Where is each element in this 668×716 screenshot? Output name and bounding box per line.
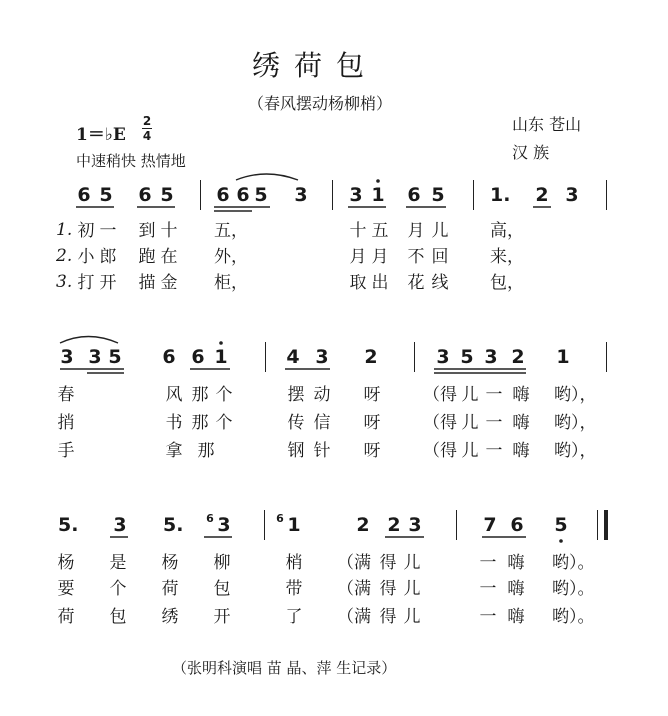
lyric-syllable: 跑	[138, 247, 156, 267]
note: 6	[407, 184, 421, 206]
lyric-syllable: 一	[479, 607, 497, 627]
note: 2	[511, 346, 525, 368]
note: 3	[408, 514, 422, 536]
lyric-syllable: 摆	[287, 385, 305, 405]
lyric-syllable: 那	[191, 413, 209, 433]
lyric-syllable: 呀	[363, 385, 381, 405]
lyric-syllable: 初	[77, 221, 95, 241]
note: 5	[99, 184, 113, 206]
lyric-syllable: 月	[371, 247, 389, 267]
lyric-syllable: 月	[407, 221, 425, 241]
lyric-syllable: 嗨	[512, 385, 530, 405]
lyric-syllable: 在	[160, 247, 178, 267]
lyric-syllable: 哟）。	[552, 579, 595, 599]
note: 2	[387, 514, 401, 536]
lyric-syllable: 动	[313, 385, 331, 405]
lyric-syllable: 哟），	[554, 413, 597, 433]
lyric-syllable: 开	[99, 273, 117, 293]
lyric-syllable: 了	[285, 607, 303, 627]
verse-number: 2.	[56, 246, 73, 266]
lyric-syllable: 嗨	[507, 553, 525, 573]
lyric-syllable: 传	[287, 413, 305, 433]
note: 6	[276, 512, 284, 525]
lyric-syllable: 书	[165, 413, 183, 433]
verse-number: 1.	[56, 220, 73, 240]
lyric-syllable: 回	[431, 247, 449, 267]
lyric-syllable: 捎	[57, 413, 75, 433]
lyric-syllable: 钢	[287, 441, 305, 461]
lyric-syllable: 得	[379, 579, 397, 599]
note: 2	[364, 346, 378, 368]
lyric-syllable: 杨	[161, 553, 179, 573]
lyric-syllable: 得	[379, 553, 397, 573]
lyric-syllable: 金	[160, 273, 178, 293]
lyric-syllable: 针	[313, 441, 331, 461]
time-signature-top: 2	[142, 114, 152, 128]
lyric-syllable: 呀	[363, 441, 381, 461]
song-title: 绣荷包	[252, 49, 379, 82]
lyric-syllable: 呀	[363, 413, 381, 433]
note: 6	[236, 184, 250, 206]
lyric-syllable: 柳	[213, 553, 231, 573]
lyric-syllable: 风	[165, 385, 183, 405]
lyric-syllable: 儿	[403, 579, 421, 599]
lyric-syllable: 得	[379, 607, 397, 627]
lyric-syllable: 月	[349, 247, 367, 267]
lyric-syllable: 儿	[461, 385, 479, 405]
lyric-syllable: 嗨	[512, 413, 530, 433]
lyric-syllable: 不	[407, 247, 425, 267]
lyric-syllable: 五，	[214, 221, 248, 241]
lyric-syllable: 儿	[431, 221, 449, 241]
key-signature: 1＝♭E	[76, 125, 126, 145]
lyric-syllable: 儿	[403, 553, 421, 573]
lyric-syllable: 一	[485, 413, 503, 433]
note: 6	[191, 346, 205, 368]
lyric-syllable: 郎	[99, 247, 117, 267]
note: 2	[535, 184, 549, 206]
octave-dot-above	[376, 179, 380, 183]
lyric-syllable: （满	[337, 553, 371, 573]
lyric-syllable: 儿	[461, 413, 479, 433]
note: 5	[108, 346, 122, 368]
note: 1.	[490, 184, 511, 206]
note: 6	[162, 346, 176, 368]
note: 3	[349, 184, 363, 206]
lyric-syllable: （得	[423, 385, 457, 405]
note: 1	[556, 346, 570, 368]
note: 3	[294, 184, 308, 206]
lyric-syllable: 来，	[490, 247, 524, 267]
lyric-syllable: 嗨	[507, 607, 525, 627]
note: 1	[371, 184, 385, 206]
slur	[236, 174, 298, 180]
origin-ethnicity: 汉 族	[512, 143, 550, 162]
note: 3	[113, 514, 127, 536]
lyric-syllable: （得	[423, 441, 457, 461]
lyric-syllable: 哟）。	[552, 607, 595, 627]
lyric-syllable: 包	[109, 607, 127, 627]
lyric-syllable: 嗨	[512, 441, 530, 461]
lyric-syllable: 打	[77, 273, 95, 293]
note: 6	[77, 184, 91, 206]
lyric-syllable: 荷	[57, 607, 75, 627]
song-subtitle: （春风摆动杨柳梢）	[248, 94, 393, 113]
lyric-syllable: 一	[479, 579, 497, 599]
lyric-syllable: 拿	[165, 441, 183, 461]
note: 5.	[163, 514, 184, 536]
lyric-syllable: 个	[215, 385, 233, 405]
lyric-syllable: 春	[57, 385, 75, 405]
lyric-syllable: 哟），	[554, 441, 597, 461]
note: 4	[286, 346, 300, 368]
lyric-syllable: 柜，	[214, 273, 248, 293]
lyric-syllable: 到	[138, 221, 156, 241]
lyric-syllable: 那	[197, 441, 215, 461]
note: 6	[206, 512, 214, 525]
note: 1	[287, 514, 301, 536]
lyric-syllable: 线	[431, 273, 449, 293]
lyric-syllable: 五	[371, 221, 389, 241]
performer-credit: （张明科演唱 苗 晶、萍 生记录）	[172, 659, 397, 677]
lyric-syllable: 是	[109, 553, 127, 573]
lyric-syllable: 描	[138, 273, 156, 293]
note: 3	[60, 346, 74, 368]
note: 5	[431, 184, 445, 206]
note: 6	[216, 184, 230, 206]
lyric-syllable: 个	[215, 413, 233, 433]
note: 3	[217, 514, 231, 536]
note: 5	[460, 346, 474, 368]
lyric-syllable: （满	[337, 607, 371, 627]
lyric-syllable: 取	[349, 273, 367, 293]
lyric-syllable: 儿	[403, 607, 421, 627]
note: 3	[565, 184, 579, 206]
note: 2	[356, 514, 370, 536]
note: 5.	[58, 514, 79, 536]
slur	[60, 337, 118, 344]
time-signature-bottom: 4	[142, 129, 152, 143]
lyric-syllable: 十	[160, 221, 178, 241]
note: 5	[160, 184, 174, 206]
lyric-syllable: 信	[313, 413, 331, 433]
lyric-syllable: 荷	[161, 579, 179, 599]
lyric-syllable: 那	[191, 385, 209, 405]
lyric-syllable: 个	[109, 579, 127, 599]
lyric-syllable: 梢	[285, 553, 303, 573]
origin-region: 山东 苍山	[512, 115, 582, 134]
note: 6	[138, 184, 152, 206]
lyric-syllable: 哟），	[554, 385, 597, 405]
note: 3	[88, 346, 102, 368]
lyric-syllable: 儿	[461, 441, 479, 461]
lyric-syllable: 花	[407, 273, 425, 293]
lyric-syllable: 包	[213, 579, 231, 599]
lyric-syllable: 小	[77, 247, 95, 267]
lyric-syllable: 手	[57, 441, 75, 461]
lyric-syllable: 一	[485, 441, 503, 461]
lyric-syllable: 哟）。	[552, 553, 595, 573]
lyric-syllable: 十	[349, 221, 367, 241]
note: 3	[315, 346, 329, 368]
lyric-syllable: 包，	[490, 273, 524, 293]
lyric-syllable: 外，	[214, 247, 248, 267]
tempo-marking: 中速稍快 热情地	[76, 152, 186, 170]
octave-dot-above	[219, 341, 223, 345]
note: 5	[254, 184, 268, 206]
note: 3	[484, 346, 498, 368]
lyric-syllable: 一	[99, 221, 117, 241]
note: 1	[214, 346, 228, 368]
lyric-syllable: 带	[285, 579, 303, 599]
lyric-syllable: （得	[423, 413, 457, 433]
lyric-syllable: 一	[485, 385, 503, 405]
lyric-syllable: 嗨	[507, 579, 525, 599]
verse-number: 3.	[56, 272, 73, 292]
lyric-syllable: 开	[213, 607, 231, 627]
lyric-syllable: 一	[479, 553, 497, 573]
lyric-syllable: 出	[371, 273, 389, 293]
lyric-syllable: 绣	[161, 607, 179, 627]
note: 3	[436, 346, 450, 368]
lyric-syllable: 要	[57, 579, 75, 599]
note: 5	[554, 514, 568, 536]
octave-dot-below	[559, 539, 563, 543]
note: 6	[510, 514, 524, 536]
lyric-syllable: 高，	[490, 221, 524, 241]
lyric-syllable: （满	[337, 579, 371, 599]
lyric-syllable: 杨	[57, 553, 75, 573]
note: 7	[483, 514, 497, 536]
